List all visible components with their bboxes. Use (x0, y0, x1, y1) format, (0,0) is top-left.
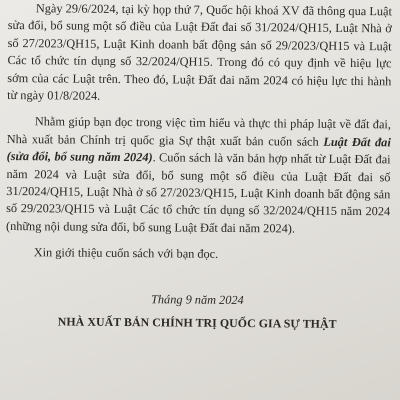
paragraph-closing: Xin giới thiệu cuốn sách với bạn đọc. (33, 245, 219, 262)
paragraph-book-description-lead: Nhằm giúp bạn đọc trong việc tìm hiểu và thực thi pháp luật về đất đai, Nhà xuất bản Chính trị quốc gia Sự thật xuất bản cuốn sách (6, 114, 391, 149)
paragraph-book-description-rest: . Cuốn sách là văn bản hợp nhất từ Luật Đất đai năm 2024 và Luật sửa đổi, bổ sung một số điều của Luật Đất đai số 31/2024/QH15, Luật Nhà ở số 27/2023/QH15, Luật Kinh doanh bất động sản số 29/2023/QH15 và Luật Các tổ chức tín dụng số 32/2024/QH15 năm 2024 (những nội dung sửa đổi, bổ sung Luật Đất đai năm 2024). (5, 150, 391, 236)
paragraph-intro: Ngày 29/6/2024, tại kỳ họp thứ 7, Quốc hội khoá XV đã thông qua Luật sửa đổi, bổ sung một số điều của Luật Đất đai số 31/2024/QH15, Luật Nhà ở số 27/2023/QH15, Luật Kinh doanh bất động sản số 29/2023/QH15 và Luật Các tổ chức tín dụng số 32/2024/QH15. Trong đó có quy định về hiệu lực sớm của các Luật trên. Theo đó, Luật Đất đai năm 2024 có hiệu lực thi hành từ ngày 01/8/2024. (7, 1, 392, 103)
publisher-name: NHÀ XUẤT BẢN CHÍNH TRỊ QUỐC GIA SỰ THẬT (57, 314, 337, 331)
date-line: Tháng 9 năm 2024 (151, 291, 244, 307)
preface-text-block (5, 0, 392, 333)
book-title: Luật Đất đai (sửa đổi, bổ sung năm 2024) (6, 134, 391, 165)
paragraph-book-description (6, 113, 391, 238)
